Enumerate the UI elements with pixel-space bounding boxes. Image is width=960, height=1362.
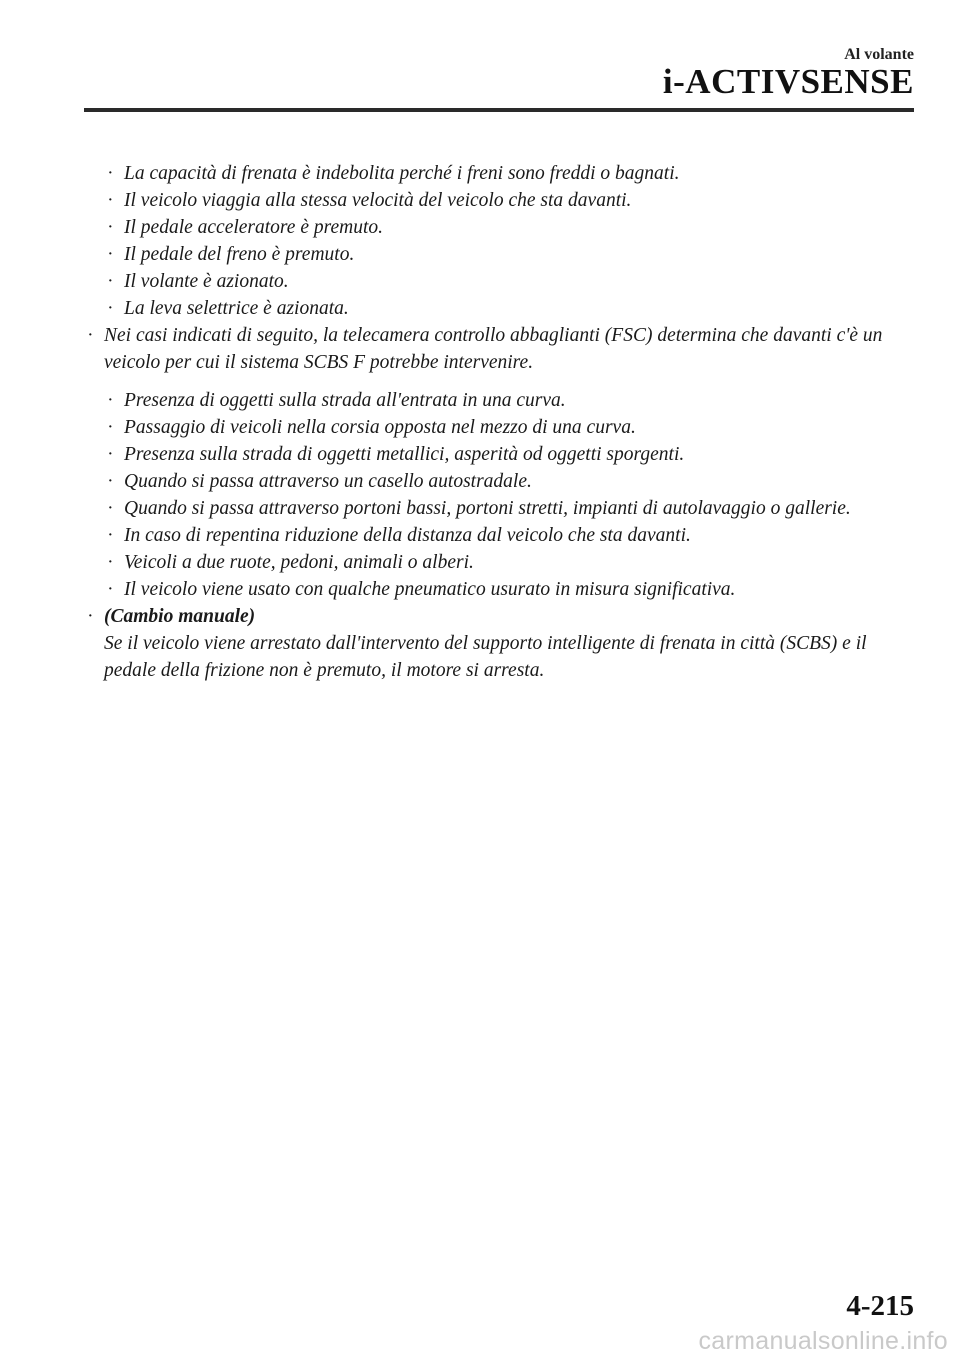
bullet-icon: · bbox=[108, 193, 113, 208]
page-body bbox=[84, 160, 904, 684]
manual-heading: (Cambio manuale) bbox=[104, 606, 256, 627]
list-item: · Il veicolo viaggia alla stessa velocità del veicolo che sta davanti. bbox=[84, 187, 904, 214]
sub-list bbox=[84, 387, 904, 603]
list-item: · Veicoli a due ruote, pedoni, animali o alberi. bbox=[84, 549, 904, 576]
watermark: carmanualsonline.info bbox=[698, 1327, 948, 1355]
list-item: · Passaggio di veicoli nella corsia opposta nel mezzo di una curva. bbox=[84, 414, 904, 441]
list-item: · La leva selettrice è azionata. bbox=[84, 295, 904, 322]
manual-transmission-item bbox=[84, 603, 904, 684]
bullet-icon: · bbox=[108, 501, 113, 516]
page-number: 4-215 bbox=[846, 1290, 914, 1322]
bullet-icon: · bbox=[88, 328, 93, 343]
list-item: · Quando si passa attraverso un casello autostradale. bbox=[84, 468, 904, 495]
bullet-icon: · bbox=[108, 555, 113, 570]
bullet-icon: · bbox=[108, 420, 113, 435]
bullet-icon: · bbox=[108, 474, 113, 489]
list-item: · In caso di repentina riduzione della distanza dal veicolo che sta davanti. bbox=[84, 522, 904, 549]
list-item: · Il pedale del freno è premuto. bbox=[84, 241, 904, 268]
bullet-icon: · bbox=[108, 166, 113, 181]
list-item: · Il volante è azionato. bbox=[84, 268, 904, 295]
list-item: · Presenza sulla strada di oggetti metallici, asperità od oggetti sporgenti. bbox=[84, 441, 904, 468]
section-label: Al volante bbox=[844, 46, 914, 63]
list-item: · Quando si passa attraverso portoni bassi, portoni stretti, impianti di autolavaggio o gallerie. bbox=[84, 495, 904, 522]
bullet-icon: · bbox=[108, 274, 113, 289]
bullet-icon: · bbox=[108, 582, 113, 597]
header-divider bbox=[84, 108, 914, 112]
bullet-icon: · bbox=[108, 447, 113, 462]
list-item: · Il pedale acceleratore è premuto. bbox=[84, 214, 904, 241]
manual-text: Se il veicolo viene arrestato dall'intervento del supporto intelligente di frenata in città (SCBS) e il pedale della frizione non è premuto, il motore si arresta. bbox=[104, 633, 867, 681]
bullet-icon: · bbox=[108, 528, 113, 543]
chapter-title: i-ACTIVSENSE bbox=[662, 62, 914, 101]
bullet-icon: · bbox=[88, 609, 93, 624]
list-item: · Presenza di oggetti sulla strada all'entrata in una curva. bbox=[84, 387, 904, 414]
bullet-icon: · bbox=[108, 393, 113, 408]
bullet-icon: · bbox=[108, 247, 113, 262]
list-item: · Il veicolo viene usato con qualche pneumatico usurato in misura significativa. bbox=[84, 576, 904, 603]
fsc-intro-item: · Nei casi indicati di seguito, la telecamera controllo abbaglianti (FSC) determina che davanti c'è un veicolo per cui il sistema SCBS F potrebbe intervenire. bbox=[84, 322, 904, 376]
bullet-icon: · bbox=[108, 301, 113, 316]
bullet-icon: · bbox=[108, 220, 113, 235]
list-item: · La capacità di frenata è indebolita perché i freni sono freddi o bagnati. bbox=[84, 160, 904, 187]
